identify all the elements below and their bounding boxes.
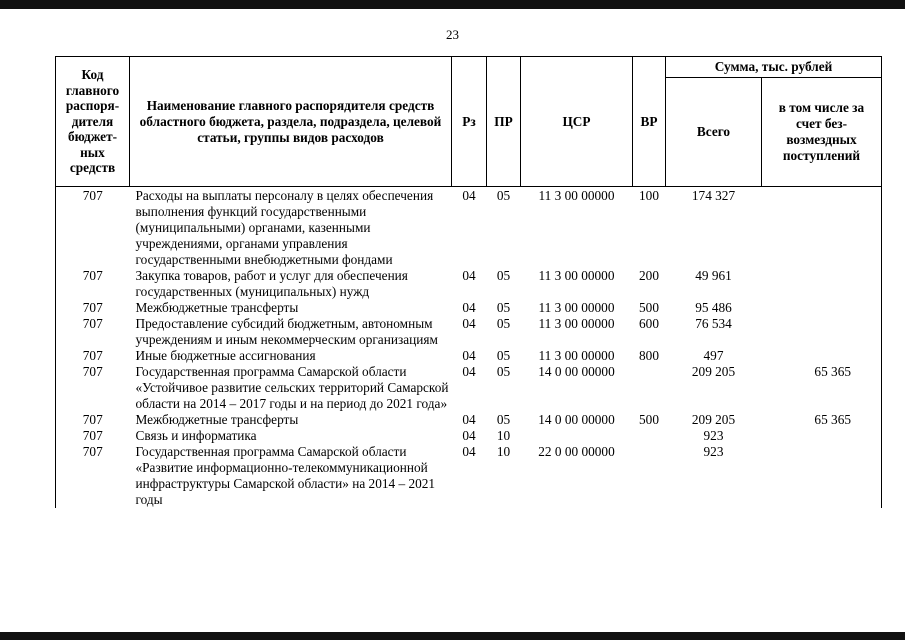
cell-name: Закупка товаров, работ и услуг для обеспечения государственных (муниципальных) нужд [135,268,408,299]
scan-top-edge [0,0,905,9]
cell-name: Государственная программа Самарской области «Развитие информационно-телекоммуникационной инфраструктуры Самарской области» на 2014 – 2021 годы [135,444,436,507]
cell-rz: 04 [462,268,476,283]
cell-rz: 04 [462,412,476,427]
cell-name: Расходы на выплаты персоналу в целях обеспечения выполнения функций государственными (муниципальными) органами, казенными учреждениями, органами управления государственными внебюджетными фондами [135,188,434,267]
table-header [56,57,882,187]
cell-vr [633,364,666,412]
cell-vr [633,444,666,508]
cell-total: 76 534 [695,316,732,331]
cell-pr: 05 [496,412,511,427]
cell-pr: 05 [496,364,511,379]
cell-csr: 14 0 00 00000 [538,364,615,379]
cell-vr: 500 [639,300,659,315]
scan-bottom-edge [0,632,905,640]
cell-pr: 05 [496,348,511,363]
cell-total: 497 [703,348,724,363]
header-total: Всего [666,78,762,187]
cell-free [762,316,882,348]
cell-total: 209 205 [691,412,736,427]
cell-pr: 10 [496,444,511,459]
table-row [56,300,882,316]
cell-rz: 04 [462,428,476,443]
header-csr: ЦСР [521,57,633,187]
cell-code: 707 [56,412,130,428]
cell-free [762,300,882,316]
cell-vr: 200 [639,268,659,283]
page-number: 23 [446,27,459,42]
cell-free [762,348,882,364]
cell-total: 209 205 [691,364,736,379]
cell-code: 707 [56,364,130,412]
cell-csr: 11 3 00 00000 [538,316,615,331]
cell-pr: 05 [496,316,511,331]
cell-free: 65 365 [762,412,882,428]
cell-total: 923 [703,428,724,443]
table-row [56,412,882,428]
cell-free [762,428,882,444]
cell-code: 707 [56,348,130,364]
cell-name: Иные бюджетные ассигнования [135,348,316,363]
cell-name: Межбюджетные трансферты [135,300,299,315]
cell-free [762,268,882,300]
cell-name: Межбюджетные трансферты [135,412,299,427]
table-row [56,268,882,300]
cell-free [762,444,882,508]
table-body [56,187,882,509]
cell-code: 707 [56,187,130,269]
cell-csr [521,428,633,444]
cell-pr: 05 [496,268,511,283]
cell-total: 174 327 [691,188,736,203]
cell-code: 707 [56,268,130,300]
header-free: в том числе за счет без-возмездных поступлений [762,78,882,187]
cell-total: 95 486 [695,300,732,315]
cell-vr: 600 [639,316,659,331]
header-code: Код главного распоря-дителя бюджет-ных средств [56,57,130,187]
cell-rz: 04 [462,300,476,315]
cell-pr: 05 [496,300,511,315]
cell-name: Связь и информатика [135,428,257,443]
cell-free: 65 365 [762,364,882,412]
cell-total: 923 [703,444,724,459]
cell-vr: 800 [639,348,659,363]
header-sum: Сумма, тыс. рублей [666,57,882,78]
table-row [56,444,882,508]
table-row [56,428,882,444]
cell-csr: 14 0 00 00000 [538,412,615,427]
cell-vr: 100 [639,188,659,203]
cell-csr: 11 3 00 00000 [538,348,615,363]
cell-csr: 11 3 00 00000 [538,268,615,283]
cell-rz: 04 [462,348,476,363]
cell-rz: 04 [462,188,476,203]
table-row [56,316,882,348]
table-row [56,364,882,412]
cell-vr: 500 [639,412,659,427]
table-row [56,187,882,269]
cell-total: 49 961 [695,268,732,283]
header-name: Наименование главного распорядителя средств областного бюджета, раздела, подраздела, целевой статьи, группы видов расходов [130,57,452,187]
cell-pr: 10 [496,428,511,443]
cell-pr: 05 [496,188,511,203]
cell-rz: 04 [462,364,476,379]
cell-rz: 04 [462,316,476,331]
cell-csr: 22 0 00 00000 [538,444,615,459]
cell-free [762,187,882,269]
cell-code: 707 [56,316,130,348]
table-row [56,348,882,364]
cell-csr: 11 3 00 00000 [538,300,615,315]
header-pr: ПР [487,57,521,187]
cell-code: 707 [56,444,130,508]
cell-vr [633,428,666,444]
header-rz: Рз [452,57,487,187]
budget-table [55,56,882,508]
cell-code: 707 [56,300,130,316]
cell-rz: 04 [462,444,476,459]
cell-name: Государственная программа Самарской области «Устойчивое развитие сельских территорий Самарской области на 2014 – 2017 годы и на период до 2021 года» [135,364,449,411]
cell-name: Предоставление субсидий бюджетным, автономным учреждениям и иным некоммерческим организациям [135,316,438,347]
header-vr: ВР [633,57,666,187]
cell-csr: 11 3 00 00000 [538,188,615,203]
cell-code: 707 [56,428,130,444]
